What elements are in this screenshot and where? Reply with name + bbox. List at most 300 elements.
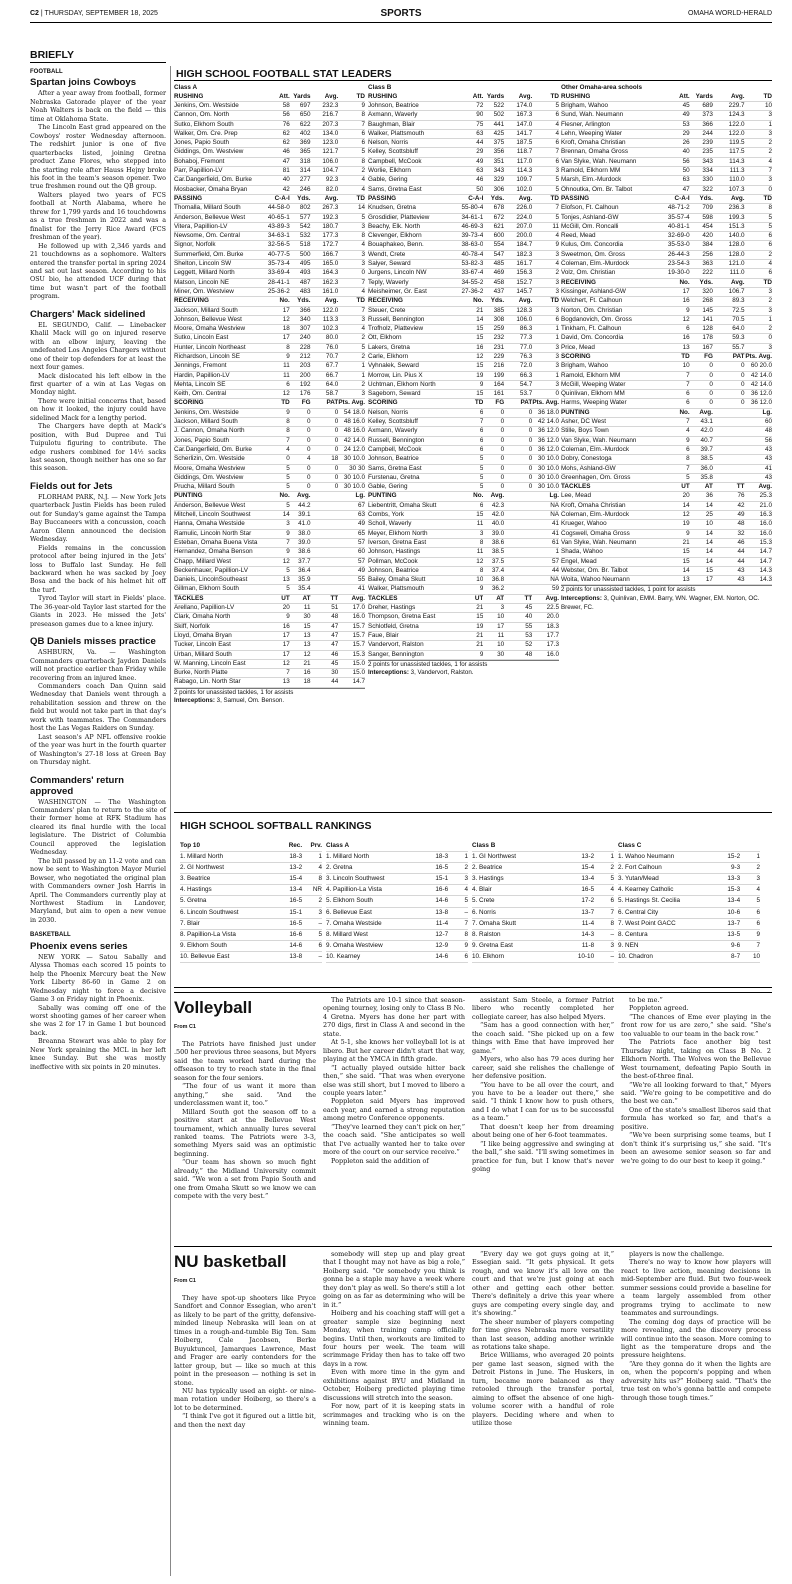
interceptions-label: Interceptions: [174, 697, 215, 705]
stats-header-row [561, 408, 772, 417]
stats-cell: Welchert, Ft. Calhoun [561, 297, 660, 306]
stats-cell: Johnson, Bellevue West [174, 315, 263, 324]
stats-row [561, 557, 772, 566]
stats-row [174, 325, 365, 334]
stats-cell: 42.3 [483, 501, 504, 510]
stats-cell: 8 [338, 232, 365, 241]
stats-header-cell: UT [263, 594, 289, 603]
stats-cell: 17 [263, 306, 289, 315]
stats-cell: 11 [263, 371, 289, 380]
stats-cell: 4 [338, 287, 365, 296]
stats-cell: 121.0 [713, 260, 745, 269]
softball-row [180, 896, 322, 907]
softball-cell: 1. Millard North [326, 852, 420, 863]
softball-cell: 9. NEN [618, 940, 712, 951]
stats-cell: Prucha, Millard South [174, 483, 263, 492]
stats-header-cell: Avg. [504, 297, 532, 306]
stats-cell: 17 [660, 287, 690, 296]
stats-cell: 12 [263, 315, 289, 324]
softball-cell: 4. Papillion-La Vista [326, 885, 420, 896]
stats-cell [504, 501, 532, 510]
stats-row [561, 287, 772, 296]
stats-cell: 366 [690, 120, 713, 129]
softball-cell: 5. Hastings St. Cecilia [618, 896, 712, 907]
stats-cell: Jurgens, Lincoln NW [368, 269, 455, 278]
stats-cell: 485 [483, 260, 504, 269]
stats-cell: 192.3 [311, 213, 339, 222]
stats-cell: 43 [713, 576, 745, 585]
stats-cell: 0 [504, 436, 532, 445]
stats-row [368, 529, 559, 538]
softball-cell: 8. Ralston [472, 929, 566, 940]
stats-row [368, 566, 559, 575]
stats-cell: 4 [532, 120, 559, 129]
stats-header-cell: TD [532, 297, 559, 306]
stats-cell: Richardson, Lincoln SE [174, 353, 263, 362]
stats-cell: 35.9 [290, 576, 311, 585]
stats-cell: 7 [338, 120, 365, 129]
stats-row [174, 241, 365, 250]
stats-cell [311, 511, 339, 520]
stats-row [174, 557, 365, 566]
stats-cell: 21 [660, 538, 690, 547]
stats-cell: 239 [690, 139, 713, 148]
stats-cell: 17 [263, 631, 289, 640]
stats-cell: 343 [483, 167, 504, 176]
stats-row [368, 641, 559, 650]
stats-header-cell: TD [745, 278, 772, 287]
stats-row [561, 380, 772, 389]
volleyball-headline: Volleyball [174, 998, 253, 1017]
stats-cell: 21 [455, 604, 483, 613]
stats-row [368, 473, 559, 482]
stats-cell: 34-61-1 [455, 213, 483, 222]
story-paragraph: “The chances of Eme ever playing in the front row for us are zero,” she said. “She's too valuable to our team in the back row.” [621, 1012, 771, 1038]
basketball-col-3 [472, 1250, 614, 1428]
stats-cell: 54.7 [504, 380, 532, 389]
stats-cell: 147.0 [504, 120, 532, 129]
stats-cell: 38.6 [483, 538, 504, 547]
stats-header-cell: Avg. [504, 93, 532, 102]
stats-cell: 15 [455, 390, 483, 399]
stats-header-cell: Yards [690, 93, 713, 102]
stats-cell: Car.Dangerfield, Om. Burke [174, 445, 263, 454]
stats-cell: 18 [311, 455, 339, 464]
stats-cell: 351 [483, 157, 504, 166]
stats-cell: 19 [455, 622, 483, 631]
stats-cell: 15 [455, 362, 483, 371]
stats-cell: 1 [745, 120, 772, 129]
stats-cell: 277 [290, 176, 311, 185]
softball-row [618, 929, 760, 940]
interceptions-label: Interceptions: [561, 595, 602, 603]
stats-cell: 59 [532, 585, 559, 594]
stats-cell: 8 [455, 566, 483, 575]
stats-cell: Kissinger, Ashland-GW [561, 287, 660, 296]
stats-header-cell: AT [690, 483, 713, 492]
story-paragraph: They have spot-up shooters like Pryce Sandfort and Connor Essegian, who aren't as likely to be part of the gritty, defensive-minded lineup Nebraska will lean on at times in a rough-and-tumble Big Ten. Sam Hoiberg, Cale Jacobsen, Berke Buyuktuncel, Jamarques Lawrence, Mast and Frager are early contenders for the latter group, but — like so much at this point in the preseason — nothing is set in stone. [174, 1294, 316, 1387]
softball-cell: 3. Yutan/Mead [618, 874, 712, 885]
stats-row [174, 538, 365, 547]
stats-cell: 1 [338, 362, 365, 371]
stats-cell: 17 [690, 576, 713, 585]
stats-cell: Van Slyke, Wah. Neumann [561, 436, 660, 445]
stats-cell: 63 [455, 129, 483, 138]
stats-cell: 385 [483, 306, 504, 315]
stats-cell: 15.7 [338, 631, 365, 640]
stats-cell: 5 [745, 213, 772, 222]
stats-cell: Nelson, Norris [368, 408, 455, 417]
stats-cell: 4 [660, 427, 690, 436]
stat-leaders-rule [174, 80, 772, 81]
softball-cell: 7. Blair [180, 918, 274, 929]
stats-row [561, 306, 772, 315]
stats-cell: 21 [290, 659, 311, 668]
story-paragraph: One of the state's smallest liberos said that formula has worked so far, and that's a positive. [621, 1105, 771, 1131]
story-paragraph: Even with more time in the gym and exhibitions against BYU and Midland in October, Hoiberg predicted playing time discussions will stretch into the season. [323, 1368, 465, 1402]
stats-cell: 43 [713, 566, 745, 575]
stats-row [174, 334, 365, 343]
stats-cell: Tonjes, Ashland-GW [561, 213, 660, 222]
stats-cell [311, 529, 339, 538]
stats-cell: Ramulic, Lincoln North Star [174, 529, 263, 538]
softball-cell: – [302, 951, 322, 962]
softball-cell: 10-6 [712, 907, 740, 918]
stats-cell: 0 [290, 436, 311, 445]
softball-cell: 8. Millard West [326, 929, 420, 940]
stats-cell: 14.7 [745, 548, 772, 557]
stats-cell: 6 [455, 501, 483, 510]
stats-cell: 307 [290, 325, 311, 334]
stats-cell: J. Cannon, Omaha North [174, 427, 263, 436]
stats-row [174, 678, 365, 687]
volleyball-col-4 [621, 996, 771, 1165]
stats-cell: 12 [263, 659, 289, 668]
volleyball-col-2 [323, 996, 465, 1165]
softball-table [618, 841, 760, 963]
stats-cell: 46 [311, 650, 339, 659]
stats-cell: Brigham, Wahoo [561, 101, 660, 110]
interceptions-text: 3, Quinlivan, EMM. Barry, WN. Wagner, EM. Norton, OC. Brewer, FC. [561, 595, 760, 611]
stats-cell: 5 [263, 464, 289, 473]
stats-cell: 267.3 [311, 204, 339, 213]
stats-cell: Russell, Bennington [368, 315, 455, 324]
stats-cell: 3 [338, 222, 365, 231]
stats-cell: 28-41-1 [263, 278, 289, 287]
stats-cell: 29 [455, 148, 483, 157]
story-paragraph: Poppleton said the addition of [331, 1156, 429, 1165]
stats-cell: 621 [483, 222, 504, 231]
stats-row [561, 576, 772, 585]
stats-header-cell: Att. [263, 93, 289, 102]
stats-header-cell: No. [660, 278, 690, 287]
softball-cell: 3 [740, 874, 760, 885]
stats-cell: Esteban, Omaha Buena Vista [174, 538, 263, 547]
stats-cell: Johnson, Beatrice [368, 455, 455, 464]
stats-row [368, 650, 559, 659]
softball-row [180, 929, 322, 940]
softball-cell: 14-6 [420, 951, 448, 962]
stats-cell: 55-80-4 [455, 204, 483, 213]
stats-cell: 41 [532, 529, 559, 538]
stats-cell: 40.7 [690, 436, 713, 445]
stats-cell: 5 [338, 148, 365, 157]
stats-row [368, 418, 559, 427]
softball-row [618, 907, 760, 918]
stats-cell: 16 [455, 343, 483, 352]
softball-cell: 13-5 [712, 929, 740, 940]
stats-cell: Coleman, Elm.-Murdock [561, 260, 660, 269]
stats-header-cell: PAT [504, 399, 532, 408]
softball-cell: 6 [594, 896, 614, 907]
stats-cell: 9 [660, 306, 690, 315]
stats-header-cell: Avg. [311, 194, 339, 203]
stats-cell: 40-81-1 [660, 222, 690, 231]
stats-cell: 0 [311, 473, 339, 482]
brief-paragraph: ASHBURN, Va. — Washington Commanders quarterback Jayden Daniels will not practice earlier than Friday while recovering from an injured knee. [30, 649, 166, 682]
interceptions-line [174, 697, 365, 706]
stats-cell: 4 [263, 445, 289, 454]
stats-cell: 334 [690, 167, 713, 176]
stats-header-row [368, 93, 559, 102]
softball-cell: 7. Omaha Skutt [472, 918, 566, 929]
softball-row [472, 852, 614, 863]
stats-cell: Carle, Elkhorn [368, 353, 455, 362]
softball-row [618, 863, 760, 874]
stats-cell: 375 [483, 139, 504, 148]
stats-cell: 45 [504, 604, 532, 613]
stats-cell [504, 548, 532, 557]
softball-row [326, 907, 468, 918]
stats-row [368, 362, 559, 371]
stats-cell: Scholl, Waverly [368, 520, 455, 529]
volleyball-jump-line: From C1 [174, 1024, 196, 1030]
stats-cell: 77.3 [504, 334, 532, 343]
stats-cell: 36.8 [483, 576, 504, 585]
stats-cell: 42 [263, 185, 289, 194]
stats-cell: 0 [504, 427, 532, 436]
stats-cell: Volz, Om. Christian [561, 269, 660, 278]
brief-headline: Chargers' Mack sidelined [30, 308, 146, 320]
stats-cell: 66.3 [504, 371, 532, 380]
stats-cell: 15 [455, 325, 483, 334]
section-title: SPORTS [380, 8, 422, 19]
stats-cell: 22.5 [532, 604, 559, 613]
stats-row [174, 641, 365, 650]
stats-cell: 7 [263, 669, 289, 678]
stats-cell: Campbell, McCook [368, 157, 455, 166]
stats-cell: 5 [263, 473, 289, 482]
stats-cell [311, 576, 339, 585]
stats-row [561, 548, 772, 557]
stats-cell: 9 [455, 585, 483, 594]
stats-header-cell: No. [263, 492, 289, 501]
stats-cell: 7 [660, 380, 690, 389]
stats-cell: 3 [532, 287, 559, 296]
stats-cell: 106.0 [504, 315, 532, 324]
stats-cell: Tucker, Lincoln East [174, 641, 263, 650]
stats-cell: 522 [483, 101, 504, 110]
stats-header-cell: TD [745, 194, 772, 203]
stats-header-cell: No. [660, 408, 690, 417]
stats-row [368, 520, 559, 529]
stats-header-cell: TD [660, 353, 690, 362]
stats-cell: Asher, DC West [561, 418, 660, 427]
stats-row [174, 650, 365, 659]
stats-cell: 40 [660, 148, 690, 157]
stats-cell: 41.0 [290, 520, 311, 529]
stats-cell: Clark, Omaha North [174, 613, 263, 622]
softball-row [618, 852, 760, 863]
stats-cell: 15 [455, 511, 483, 520]
stats-header-cell: Pts. Avg. [745, 353, 772, 360]
stats-header-cell [504, 492, 532, 501]
stats-row [368, 585, 559, 594]
stats-header-cell: PASSING [368, 194, 455, 203]
stats-cell: Morrow, Lin. Pius X [368, 371, 455, 380]
stats-cell: 402 [290, 129, 311, 138]
interceptions-line [561, 595, 772, 612]
brief-paragraph: After a year away from football, former Nebraska Gatorade player of the year Noah Walters is back on the field — this time at Oklahoma State. [30, 90, 166, 123]
stats-row [174, 111, 365, 120]
stats-cell: 119.5 [713, 139, 745, 148]
stats-cell: 4 [338, 176, 365, 185]
stats-row [368, 622, 559, 631]
story-paragraph: “The four of us want it more than anything,” she said. “And the underclassmen want it, too.” [174, 1082, 316, 1108]
softball-row [180, 951, 322, 962]
stats-cell: 15.7 [338, 622, 365, 631]
stats-header-cell: Yds. [290, 297, 311, 306]
stats-cell: 6 [745, 269, 772, 278]
stats-cell: 121.7 [311, 148, 339, 157]
stats-cell: 7 [455, 418, 483, 427]
softball-cell: 10 [740, 951, 760, 962]
softball-cell: 15-4 [566, 863, 594, 874]
stats-cell: 39-73-4 [455, 232, 483, 241]
stats-cell: Harms, Weeping Water [561, 399, 660, 408]
softball-cell: 9 [740, 929, 760, 940]
stats-cell: 5 [660, 473, 690, 482]
stats-cell: Arellano, Papillion-LV [174, 604, 263, 613]
stats-header-cell: TD [532, 93, 559, 102]
stats-cell: 5 [263, 483, 289, 492]
stats-cell: 30 [290, 613, 311, 622]
stats-cell: 0 [483, 436, 504, 445]
stats-cell: 47 [263, 157, 289, 166]
stats-cell: 12 [290, 650, 311, 659]
softball-header-cell [594, 841, 614, 852]
stats-row [368, 464, 559, 473]
stats-cell: 1 [532, 371, 559, 380]
stats-row [174, 278, 365, 287]
stats-cell: 21.0 [745, 501, 772, 510]
stats-cell: 6 [455, 445, 483, 454]
brief-paragraph: Commanders coach Dan Quinn said Wednesday that Daniels went through a rehabilitation session and threw on the field but would not take part in that day's work with teammates. The Commanders host the Las Vegas Raiders on Sunday. [30, 683, 166, 733]
stats-cell: 256 [690, 250, 713, 259]
brief-paragraph: Last season's AP NFL offensive rookie of the year was hurt in the fourth quarter of Washington's 27-18 loss at Green Bay on Thursday night. [30, 733, 166, 767]
stats-cell: 122.0 [713, 120, 745, 129]
stats-cell: 56 [263, 111, 289, 120]
stats-cell [311, 501, 339, 510]
stats-cell: 363 [690, 260, 713, 269]
stats-row [174, 659, 365, 668]
stats-cell: 3 [745, 176, 772, 185]
stats-cell: 10 [483, 613, 504, 622]
stats-cell: 63 [455, 167, 483, 176]
stats-cell [311, 557, 339, 566]
stats-cell: NA [532, 576, 559, 585]
story-paragraph: “We've been surprising some teams, but I don't think it's surprising us,” she said. “It's been an awesome senior season so far and we're going to do our best to keep it going.” [621, 1131, 771, 1165]
stats-cell: 1 [745, 315, 772, 324]
stats-cell: Lehn, Weeping Water [561, 129, 660, 138]
stats-cell [713, 436, 745, 445]
stats-row [174, 353, 365, 362]
story-paragraph: The Patriots are 10-1 since that season-opening tourney, losing only to Class B No. 4 Gretna. Myers has done her part with 270 digs, first in Class A and second in the state. [323, 996, 465, 1038]
stats-cell: Trofholz, Platteview [368, 325, 455, 334]
stats-row [174, 455, 365, 464]
stats-row [561, 213, 772, 222]
softball-cell: 1 [448, 852, 468, 863]
softball-cell: 13-8 [274, 951, 302, 962]
stats-row [368, 613, 559, 622]
stats-cell [504, 529, 532, 538]
brief-paragraph: Tyrod Taylor will start in Fields' place. The 36-year-old Taylor last started for the Giants in 2023. He missed the Jets' preseason games due to a knee injury. [30, 595, 166, 628]
stats-cell: Rabago, Lin. North Star [174, 678, 263, 687]
stats-cell: 17.7 [532, 631, 559, 640]
stats-header-cell: TD [338, 194, 365, 203]
stats-cell: 7 [532, 148, 559, 157]
stats-cell: 36.0 [690, 464, 713, 473]
stats-header-cell: Yds. [690, 278, 713, 287]
stats-cell: Giddings, Om. Westview [174, 148, 263, 157]
stats-cell: Jenkins, Om. Westside [174, 408, 263, 417]
stats-header-cell: PUNTING [561, 408, 660, 417]
story-paragraph: Hoiberg and his coaching staff will get a greater sample size beginning next Monday, when training camp officially begins. Until then, workouts are limited to four hours per week. The team will scrimmage Friday then has to take off two days in a row. [323, 1309, 465, 1368]
softball-cell: 14-6 [420, 896, 448, 907]
stats-cell: 18 [263, 325, 289, 334]
stats-row [174, 185, 365, 194]
stats-cell: Combs, York [368, 511, 455, 520]
stats-cell: 106.0 [311, 157, 339, 166]
stats-row [368, 315, 559, 324]
stats-cell: Anderson, Bellevue West [174, 501, 263, 510]
stats-cell: 21 [455, 631, 483, 640]
softball-cell: 5 [594, 874, 614, 885]
stats-row [561, 362, 772, 371]
stats-header-cell: SCORING [174, 399, 263, 408]
softball-cell: 9. Gretna East [472, 940, 566, 951]
stats-cell: 42.0 [483, 511, 504, 520]
stats-cell: Campbell, McCook [368, 445, 455, 454]
brief-paragraph: There were initial concerns that, based on how it looked, the injury could have sidelined Mack for a lengthy period. [30, 397, 166, 422]
softball-cell: 18-3 [274, 852, 302, 863]
stats-cell: 122.0 [311, 306, 339, 315]
stats-cell: Elofson, Ft. Calhoun [561, 204, 660, 213]
stats-header-row [561, 194, 772, 203]
stats-row [368, 185, 559, 194]
softball-cell: 9. Omaha Westview [326, 940, 420, 951]
stats-cell: 36 18.0 [532, 408, 559, 417]
stats-row [174, 585, 365, 594]
stats-row [368, 455, 559, 464]
stats-cell: 39.7 [690, 445, 713, 454]
stats-row [174, 613, 365, 622]
stats-cell: 36.2 [483, 585, 504, 594]
stats-header-row [174, 594, 365, 603]
stats-cell: 123.0 [311, 139, 339, 148]
stats-cell: 9 [263, 353, 289, 362]
stats-header-cell: TT [311, 594, 339, 603]
